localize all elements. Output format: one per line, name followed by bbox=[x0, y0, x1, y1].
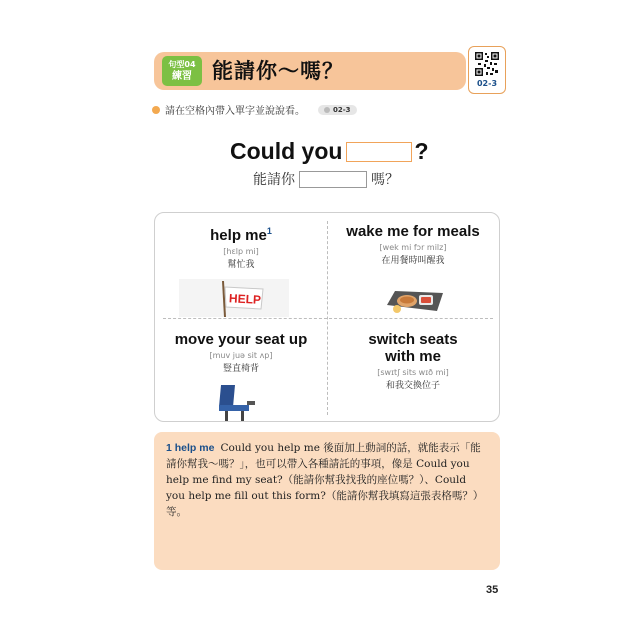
sentence-en-suffix: ? bbox=[414, 138, 429, 164]
option-en: move your seat up bbox=[174, 331, 308, 348]
note-body: Could you help me 後面加上動詞的話，就能表示「能請你幫我～嗎？」，也可以帶入各種請託的事項，像是 Could you help me find my seat?（能請你幫我找我的座位嗎？）、Could you help me fill out this form?（能請你幫我填寫這張表格嗎？）等。 bbox=[166, 442, 484, 518]
pattern-sentence-cn bbox=[253, 169, 399, 189]
audio-qr-badge[interactable] bbox=[468, 46, 506, 94]
audio-track-number: 02-3 bbox=[333, 105, 351, 114]
vocabulary-options-panel bbox=[154, 212, 500, 422]
fill-in-blank-cn bbox=[299, 171, 367, 188]
help-sign-icon bbox=[179, 279, 289, 317]
instruction-line bbox=[152, 102, 357, 117]
note-paragraph bbox=[166, 440, 488, 520]
bullet-icon bbox=[152, 106, 160, 114]
pattern-label: 練習 bbox=[172, 71, 192, 82]
pattern-number: 句型04 bbox=[168, 60, 196, 69]
pattern-tag bbox=[162, 56, 202, 86]
qr-track-label: 02-3 bbox=[476, 79, 498, 88]
airplane-seat-icon bbox=[211, 383, 259, 421]
option-cn: 幫忙我 bbox=[227, 260, 255, 270]
page-title: 能請你～嗎？ bbox=[212, 59, 344, 83]
option-ipa: [swɪtʃ sits wɪð mi] bbox=[377, 368, 449, 377]
option-move-your-seat-up bbox=[155, 331, 327, 375]
cd-icon bbox=[324, 107, 330, 113]
page-number: 35 bbox=[486, 584, 499, 596]
sentence-cn-suffix: 嗎？ bbox=[371, 172, 399, 188]
option-wake-me-for-meals bbox=[327, 223, 499, 267]
audio-track-badge[interactable] bbox=[318, 105, 357, 115]
option-cn: 在用餐時叫醒我 bbox=[381, 256, 445, 266]
meal-tray-icon bbox=[385, 283, 445, 317]
sentence-cn-prefix: 能請你 bbox=[253, 172, 295, 188]
option-ipa: [muv juə sit ʌp] bbox=[209, 351, 273, 360]
option-cn: 和我交換位子 bbox=[385, 381, 440, 391]
option-en: switch seats bbox=[368, 331, 458, 348]
option-en: help $me^1$ bbox=[210, 226, 272, 244]
pattern-sentence-en bbox=[230, 138, 429, 165]
option-cn: 豎直椅背 bbox=[222, 364, 259, 374]
sentence-en-prefix: Could you bbox=[230, 138, 343, 164]
fill-in-blank-en bbox=[346, 142, 412, 162]
footnote-marker: 1 bbox=[266, 226, 272, 236]
qr-code-icon[interactable] bbox=[474, 51, 500, 77]
grammar-note bbox=[154, 432, 500, 570]
option-help-me bbox=[155, 223, 327, 271]
note-heading: 1 help me bbox=[166, 442, 215, 454]
option-en-line2: with me bbox=[385, 348, 441, 365]
instruction-text: 請在空格內帶入單字並說說看。 bbox=[165, 106, 305, 117]
option-en: wake me for meals bbox=[346, 223, 480, 240]
option-ipa: [wek mi fɔr milz] bbox=[379, 243, 447, 252]
option-switch-seats-with-me bbox=[327, 331, 499, 392]
option-ipa: [hɛlp mi] bbox=[223, 247, 259, 256]
grid-divider-horizontal bbox=[163, 318, 493, 319]
help-sign-text: HELP bbox=[228, 291, 262, 307]
